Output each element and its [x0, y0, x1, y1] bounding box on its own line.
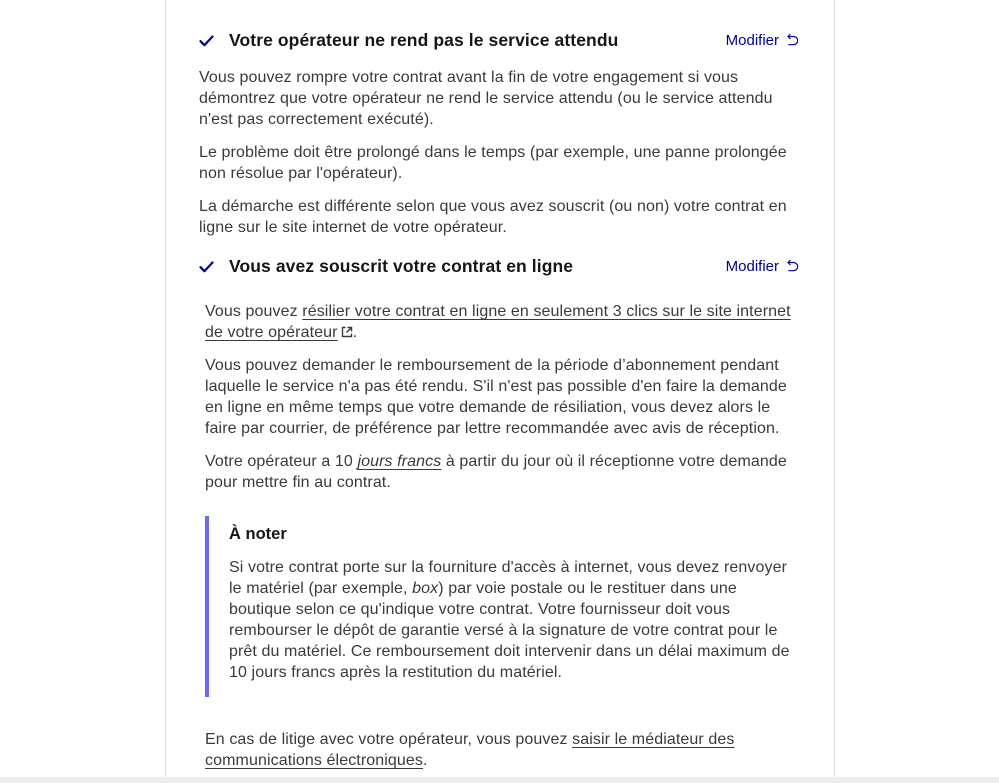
external-link-icon: [341, 323, 353, 335]
page-background-strip: [0, 777, 999, 783]
link-label: résilier votre contrat en ligne en seulement 3 clics sur le site internet de votre opérateur: [205, 303, 791, 341]
step-header-contrat-en-ligne: [199, 255, 800, 277]
text-segment: Vous pouvez: [205, 303, 303, 320]
a-noter-callout: [205, 516, 800, 697]
text-segment-italic: box: [412, 580, 439, 597]
text-segment: ) par voie postale ou le restituer dans une boutique selon ce qu'indique votre contrat. Votre fournisseur doit vous rembourser le dépôt de garantie versé à la signature de votre contrat pour le prêt du matériel. Ce remboursement doit intervenir dans un délai maximum de 10 jours francs après la restitution du matériel.: [229, 580, 790, 681]
undo-icon: [786, 259, 800, 273]
mediateur-link[interactable]: saisir le médiateur des communications électroniques: [205, 731, 735, 769]
check-icon: [199, 34, 214, 46]
text-segment: .: [352, 324, 358, 341]
paragraph-rompre-contrat: Vous pouvez rompre votre contrat avant la fin de votre engagement si vous démontrez que votre opérateur ne rend le service attendu (ou le service attendu n'est pas correctement exécuté).: [199, 69, 773, 128]
text-segment: En cas de litige avec votre opérateur, vous pouvez: [205, 731, 573, 748]
step-title: Vous avez souscrit votre contrat en ligne: [229, 256, 574, 276]
paragraph-probleme-prolonge: Le problème doit être prolongé dans le temps (par exemple, une panne prolongée non résolue par l'opérateur).: [199, 144, 787, 182]
text-segment: Si votre contrat porte sur la fourniture d'accès à internet, vous devez renvoyer le matériel (par exemple,: [229, 559, 787, 597]
paragraph-litige: [205, 729, 800, 771]
text-segment: .: [423, 752, 428, 769]
callout-title: À noter: [229, 525, 287, 543]
step-title: Votre opérateur ne rend pas le service attendu: [229, 30, 619, 50]
undo-icon: [786, 33, 800, 47]
paragraph-remboursement: Vous pouvez demander le remboursement de la période d’abonnement pendant laquelle le service n'a pas été rendu. S'il n'est pas possible d'en faire la demande en ligne en même temps que votre demande de résiliation, vous devez alors le faire par courrier, de préférence par lettre recommandée avec avis de réception.: [205, 357, 787, 437]
paragraph-jours-francs: [205, 451, 800, 493]
text-segment: Votre opérateur a 10: [205, 453, 358, 470]
content-card: [165, 0, 835, 778]
modify-step1-button[interactable]: [726, 32, 800, 49]
section-contrat-en-ligne: [205, 301, 800, 771]
check-icon: [199, 260, 214, 272]
paragraph-demarche-differente: La démarche est différente selon que vous avez souscrit (ou non) votre contrat en ligne sur le site internet de votre opérateur.: [199, 198, 787, 236]
modify-button-label: Modifier: [725, 31, 779, 49]
jours-francs-term-link[interactable]: jours francs: [357, 453, 442, 470]
step-header-service-attendu: [199, 29, 800, 51]
callout-body: [229, 557, 800, 683]
paragraph-resiliation-en-ligne: [205, 301, 800, 343]
modify-step2-button[interactable]: [726, 258, 800, 275]
modify-button-label: Modifier: [725, 257, 779, 275]
text-segment: à partir du jour où il réceptionne votre demande pour mettre fin au contrat.: [205, 453, 787, 491]
